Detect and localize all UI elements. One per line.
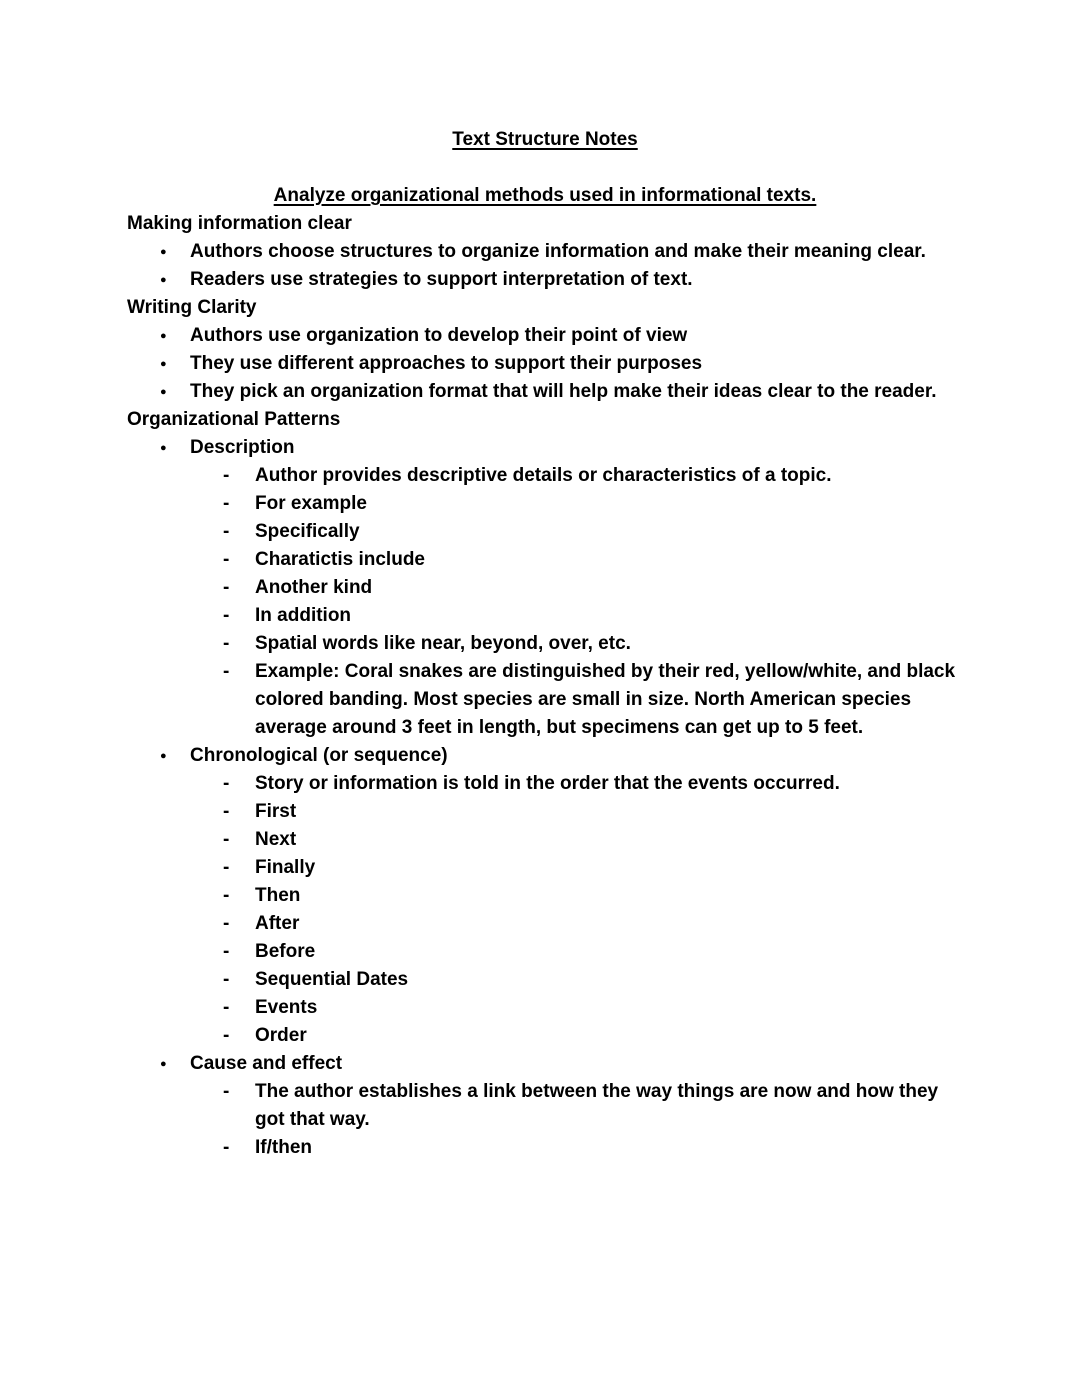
dash-item: - Charatictis include xyxy=(127,546,963,574)
dash-item: - Next xyxy=(127,826,963,854)
document-content xyxy=(127,126,963,1162)
heading-line: Writing Clarity xyxy=(127,297,257,318)
dash-item: - Another kind xyxy=(127,574,963,602)
dash-item: - If/then xyxy=(127,1134,963,1162)
bullet-item: ● They use different approaches to support their purposes xyxy=(127,350,963,378)
bullet-item: ● Chronological (or sequence) xyxy=(127,742,963,770)
document-title-text: Text Structure Notes xyxy=(452,129,638,150)
bullet-item: ● Cause and effect xyxy=(127,1050,963,1078)
blank-line xyxy=(127,154,963,182)
dash-item: - Story or information is told in the order that the events occurred. xyxy=(127,770,963,798)
document-body xyxy=(127,210,963,1162)
dash-item: - Sequential Dates xyxy=(127,966,963,994)
heading-line: Making information clear xyxy=(127,213,352,234)
dash-item: - Order xyxy=(127,1022,963,1050)
bullet-item: ● They pick an organization format that will help make their ideas clear to the reader. xyxy=(127,378,963,406)
dash-item: - Before xyxy=(127,938,963,966)
dash-item: - Then xyxy=(127,882,963,910)
document-subtitle-text: Analyze organizational methods used in informational texts. xyxy=(273,185,817,206)
heading-line: Organizational Patterns xyxy=(127,409,341,430)
document-subtitle xyxy=(127,182,963,210)
bullet-item: ● Authors choose structures to organize information and make their meaning clear. xyxy=(127,238,963,266)
bullet-item: ● Description xyxy=(127,434,963,462)
bullet-item: ● Authors use organization to develop their point of view xyxy=(127,322,963,350)
dash-item: - Example: Coral snakes are distinguished by their red, yellow/white, and black colored banding. Most species are small in size. North American species average around 3 feet in length, but specimens can get up to 5 feet. xyxy=(127,658,963,742)
dash-item: - Spatial words like near, beyond, over, etc. xyxy=(127,630,963,658)
dash-item: - The author establishes a link between the way things are now and how they got that way. xyxy=(127,1078,963,1134)
dash-item: - In addition xyxy=(127,602,963,630)
dash-item: - Finally xyxy=(127,854,963,882)
dash-item: - Author provides descriptive details or characteristics of a topic. xyxy=(127,462,963,490)
document-title xyxy=(127,126,963,154)
dash-item: - After xyxy=(127,910,963,938)
dash-item: - Events xyxy=(127,994,963,1022)
dash-item: - For example xyxy=(127,490,963,518)
dash-item: - First xyxy=(127,798,963,826)
dash-item: - Specifically xyxy=(127,518,963,546)
bullet-item: ● Readers use strategies to support interpretation of text. xyxy=(127,266,963,294)
